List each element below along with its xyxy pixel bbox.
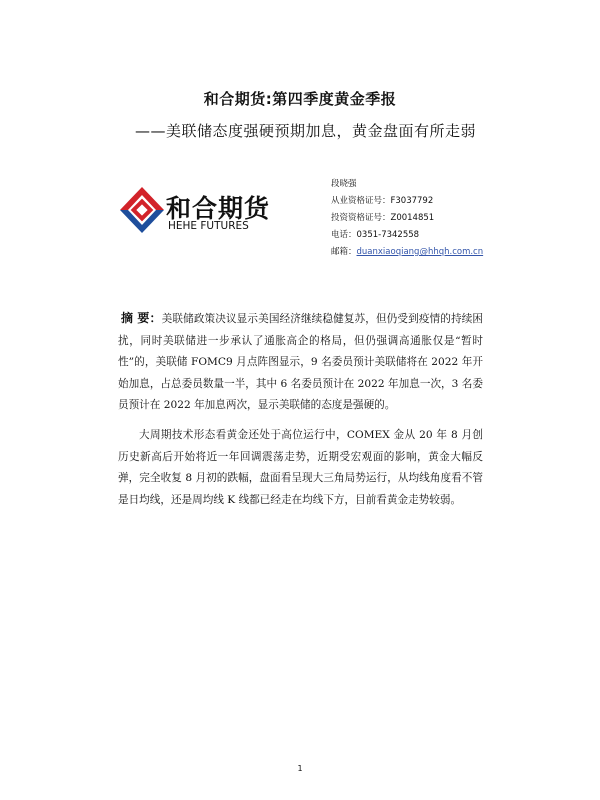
hehe-logo-icon xyxy=(120,187,164,233)
report-subtitle: ——美联储态度强硬预期加息，黄金盘面有所走弱 xyxy=(135,122,477,140)
qualification-number: 从业资格证号：F3037792 xyxy=(331,196,434,206)
author-contact-block xyxy=(331,176,483,261)
page-number: 1 xyxy=(297,764,303,773)
abstract-label: 摘 要： xyxy=(121,311,162,325)
logo-chinese-name: 和合期货 xyxy=(166,194,271,223)
email-link[interactable]: duanxiaoqiang@hhqh.com.cn xyxy=(356,247,484,257)
email-line xyxy=(331,244,483,261)
company-logo xyxy=(120,185,280,245)
email-label: 邮箱： xyxy=(331,247,357,257)
phone-number: 电话：0351-7342558 xyxy=(331,230,420,240)
abstract-paragraph-2: 大周期技术形态看黄金还处于高位运行中，COMEX 金从 20 年 8 月创历史新高后开始将近一年回调震荡走势，近期受宏观面的影响，黄金大幅反弹，完全收复 8 月初的跌幅，盘面看呈现大三角局势运行，从均线角度看不管是日均线，还是周均线 K 线都已经走在均线下方，目前看黄金走势较弱。 xyxy=(118,429,483,506)
report-title: 和合期货:第四季度黄金季报 xyxy=(203,90,397,108)
author-name: 段晓强 xyxy=(331,179,357,189)
logo-english-name: HEHE FUTURES xyxy=(168,220,249,232)
abstract-text-1: 美联储政策决议显示美国经济继续稳健复苏，但仍受到疫情的持续困扰，同时美联储进一步承认了通胀高企的格局，但仍强调高通胀仅是“暂时性”的，美联储 FOMC9 月点阵图显示，9 名委员预计美联储将在 2022 年开始加息，占总委员数量一半，其中 6 名委员预计在 2022 年加息一次，3 名委员预计在 2022 年加息两次，显示美联储的态度是强硬的。 xyxy=(118,313,483,412)
abstract-paragraph-1 xyxy=(118,308,483,417)
investment-number: 投资资格证号：Z0014851 xyxy=(331,213,435,223)
